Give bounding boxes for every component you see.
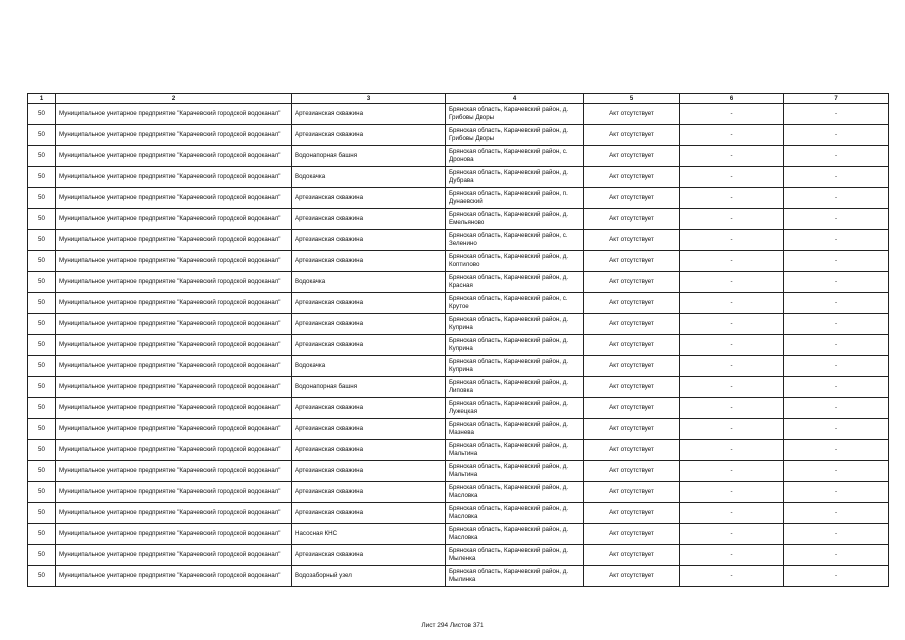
column-header-4: 4 [446, 94, 584, 104]
object-type-cell: Водонапорная башня [292, 377, 446, 398]
column-6-value-cell: - [680, 167, 784, 188]
act-status-cell: Акт отсутствует [584, 209, 680, 230]
column-7-value-cell: - [784, 545, 889, 566]
act-status-cell: Акт отсутствует [584, 356, 680, 377]
column-6-value-cell: - [680, 188, 784, 209]
organization-name-cell: Муниципальное унитарное предприятие "Карачевский городской водоканал" [56, 335, 292, 356]
row-number-cell: 50 [28, 251, 56, 272]
column-6-value-cell: - [680, 545, 784, 566]
act-status-cell: Акт отсутствует [584, 146, 680, 167]
act-status-cell: Акт отсутствует [584, 272, 680, 293]
organization-name-cell: Муниципальное унитарное предприятие "Карачевский городской водоканал" [56, 398, 292, 419]
column-6-value-cell: - [680, 440, 784, 461]
object-address-cell: Брянская область, Карачевский район, д. Куприна [446, 335, 584, 356]
row-number-cell: 50 [28, 440, 56, 461]
column-7-value-cell: - [784, 314, 889, 335]
row-number-cell: 50 [28, 398, 56, 419]
organization-name-cell: Муниципальное унитарное предприятие "Карачевский городской водоканал" [56, 146, 292, 167]
table-row [28, 440, 889, 461]
organization-name-cell: Муниципальное унитарное предприятие "Карачевский городской водоканал" [56, 377, 292, 398]
organization-name-cell: Муниципальное унитарное предприятие "Карачевский городской водоканал" [56, 419, 292, 440]
row-number-cell: 50 [28, 293, 56, 314]
row-number-cell: 50 [28, 461, 56, 482]
column-7-value-cell: - [784, 272, 889, 293]
row-number-cell: 50 [28, 104, 56, 125]
table-row [28, 314, 889, 335]
row-number-cell: 50 [28, 566, 56, 587]
act-status-cell: Акт отсутствует [584, 482, 680, 503]
column-header-3: 3 [292, 94, 446, 104]
column-7-value-cell: - [784, 146, 889, 167]
column-6-value-cell: - [680, 314, 784, 335]
act-status-cell: Акт отсутствует [584, 125, 680, 146]
table-row [28, 293, 889, 314]
object-type-cell: Артезианская скважина [292, 104, 446, 125]
act-status-cell: Акт отсутствует [584, 398, 680, 419]
table-row [28, 377, 889, 398]
object-type-cell: Артезианская скважина [292, 230, 446, 251]
organization-name-cell: Муниципальное унитарное предприятие "Карачевский городской водоканал" [56, 104, 292, 125]
column-6-value-cell: - [680, 377, 784, 398]
table-row [28, 167, 889, 188]
object-address-cell: Брянская область, Карачевский район, д. Красная [446, 272, 584, 293]
organization-name-cell: Муниципальное унитарное предприятие "Карачевский городской водоканал" [56, 482, 292, 503]
table-row [28, 335, 889, 356]
column-7-value-cell: - [784, 461, 889, 482]
table-row [28, 503, 889, 524]
row-number-cell: 50 [28, 125, 56, 146]
organization-name-cell: Муниципальное унитарное предприятие "Карачевский городской водоканал" [56, 440, 292, 461]
column-6-value-cell: - [680, 293, 784, 314]
object-address-cell: Брянская область, Карачевский район, д. Мальтина [446, 440, 584, 461]
row-number-cell: 50 [28, 545, 56, 566]
organization-name-cell: Муниципальное унитарное предприятие "Карачевский городской водоканал" [56, 188, 292, 209]
object-type-cell: Артезианская скважина [292, 503, 446, 524]
column-header-5: 5 [584, 94, 680, 104]
column-6-value-cell: - [680, 251, 784, 272]
table-row [28, 272, 889, 293]
column-6-value-cell: - [680, 146, 784, 167]
column-7-value-cell: - [784, 503, 889, 524]
organization-name-cell: Муниципальное унитарное предприятие "Карачевский городской водоканал" [56, 293, 292, 314]
row-number-cell: 50 [28, 482, 56, 503]
object-address-cell: Брянская область, Карачевский район, д. Масловка [446, 482, 584, 503]
organization-name-cell: Муниципальное унитарное предприятие "Карачевский городской водоканал" [56, 251, 292, 272]
object-address-cell: Брянская область, Карачевский район, д. Куприна [446, 356, 584, 377]
act-status-cell: Акт отсутствует [584, 566, 680, 587]
organization-name-cell: Муниципальное унитарное предприятие "Карачевский городской водоканал" [56, 125, 292, 146]
document-sheet [27, 93, 888, 587]
object-type-cell: Артезианская скважина [292, 482, 446, 503]
column-7-value-cell: - [784, 440, 889, 461]
row-number-cell: 50 [28, 503, 56, 524]
column-6-value-cell: - [680, 566, 784, 587]
object-address-cell: Брянская область, Карачевский район, д. Емельяново [446, 209, 584, 230]
column-7-value-cell: - [784, 482, 889, 503]
table-row [28, 398, 889, 419]
column-7-value-cell: - [784, 188, 889, 209]
column-7-value-cell: - [784, 566, 889, 587]
column-7-value-cell: - [784, 524, 889, 545]
column-7-value-cell: - [784, 125, 889, 146]
organization-name-cell: Муниципальное унитарное предприятие "Карачевский городской водоканал" [56, 209, 292, 230]
column-7-value-cell: - [784, 419, 889, 440]
table-row [28, 419, 889, 440]
object-type-cell: Артезианская скважина [292, 188, 446, 209]
organization-name-cell: Муниципальное унитарное предприятие "Карачевский городской водоканал" [56, 356, 292, 377]
row-number-cell: 50 [28, 314, 56, 335]
object-type-cell: Водокачка [292, 356, 446, 377]
table-row [28, 545, 889, 566]
object-type-cell: Артезианская скважина [292, 419, 446, 440]
column-7-value-cell: - [784, 398, 889, 419]
act-status-cell: Акт отсутствует [584, 230, 680, 251]
row-number-cell: 50 [28, 230, 56, 251]
object-type-cell: Артезианская скважина [292, 461, 446, 482]
organization-name-cell: Муниципальное унитарное предприятие "Карачевский городской водоканал" [56, 545, 292, 566]
column-6-value-cell: - [680, 482, 784, 503]
object-type-cell: Водозаборный узел [292, 566, 446, 587]
column-7-value-cell: - [784, 104, 889, 125]
object-address-cell: Брянская область, Карачевский район, д. Масловка [446, 524, 584, 545]
column-6-value-cell: - [680, 356, 784, 377]
table-row [28, 230, 889, 251]
row-number-cell: 50 [28, 377, 56, 398]
object-type-cell: Водокачка [292, 272, 446, 293]
column-header-7: 7 [784, 94, 889, 104]
object-address-cell: Брянская область, Карачевский район, с. Зеленино [446, 230, 584, 251]
object-address-cell: Брянская область, Карачевский район, п. Дунаевский [446, 188, 584, 209]
table-row [28, 524, 889, 545]
column-7-value-cell: - [784, 209, 889, 230]
column-6-value-cell: - [680, 272, 784, 293]
row-number-cell: 50 [28, 335, 56, 356]
column-6-value-cell: - [680, 104, 784, 125]
column-header-2: 2 [56, 94, 292, 104]
act-status-cell: Акт отсутствует [584, 167, 680, 188]
table-row [28, 209, 889, 230]
object-address-cell: Брянская область, Карачевский район, д. Мальтина [446, 461, 584, 482]
act-status-cell: Акт отсутствует [584, 440, 680, 461]
row-number-cell: 50 [28, 167, 56, 188]
object-type-cell: Артезианская скважина [292, 440, 446, 461]
act-status-cell: Акт отсутствует [584, 293, 680, 314]
object-type-cell: Артезианская скважина [292, 314, 446, 335]
object-address-cell: Брянская область, Карачевский район, д. Дубрава [446, 167, 584, 188]
act-status-cell: Акт отсутствует [584, 188, 680, 209]
table-row [28, 146, 889, 167]
object-type-cell: Насосная КНС [292, 524, 446, 545]
organization-name-cell: Муниципальное унитарное предприятие "Карачевский городской водоканал" [56, 566, 292, 587]
column-6-value-cell: - [680, 230, 784, 251]
column-6-value-cell: - [680, 335, 784, 356]
object-address-cell: Брянская область, Карачевский район, с. Крутое [446, 293, 584, 314]
sheet-number-footer: Лист 294 Листов 371 [421, 622, 484, 629]
table-row [28, 104, 889, 125]
act-status-cell: Акт отсутствует [584, 377, 680, 398]
row-number-cell: 50 [28, 209, 56, 230]
column-7-value-cell: - [784, 230, 889, 251]
table-body [28, 104, 889, 587]
act-status-cell: Акт отсутствует [584, 545, 680, 566]
column-6-value-cell: - [680, 398, 784, 419]
table-row [28, 566, 889, 587]
act-status-cell: Акт отсутствует [584, 104, 680, 125]
row-number-cell: 50 [28, 356, 56, 377]
object-type-cell: Артезианская скважина [292, 398, 446, 419]
column-header-6: 6 [680, 94, 784, 104]
header-row [28, 94, 889, 104]
act-status-cell: Акт отсутствует [584, 251, 680, 272]
table-row [28, 188, 889, 209]
table-row [28, 251, 889, 272]
column-6-value-cell: - [680, 125, 784, 146]
object-type-cell: Артезианская скважина [292, 335, 446, 356]
organization-name-cell: Муниципальное унитарное предприятие "Карачевский городской водоканал" [56, 314, 292, 335]
object-address-cell: Брянская область, Карачевский район, д. Липовка [446, 377, 584, 398]
column-7-value-cell: - [784, 293, 889, 314]
column-6-value-cell: - [680, 461, 784, 482]
column-6-value-cell: - [680, 209, 784, 230]
object-address-cell: Брянская область, Карачевский район, с. Дронова [446, 146, 584, 167]
object-address-cell: Брянская область, Карачевский район, д. Мазнева [446, 419, 584, 440]
row-number-cell: 50 [28, 524, 56, 545]
object-address-cell: Брянская область, Карачевский район, д. Мыленка [446, 545, 584, 566]
table-row [28, 125, 889, 146]
registry-table [27, 93, 889, 587]
object-type-cell: Водокачка [292, 167, 446, 188]
act-status-cell: Акт отсутствует [584, 314, 680, 335]
column-7-value-cell: - [784, 377, 889, 398]
object-address-cell: Брянская область, Карачевский район, д. Мылинка [446, 566, 584, 587]
row-number-cell: 50 [28, 419, 56, 440]
act-status-cell: Акт отсутствует [584, 524, 680, 545]
organization-name-cell: Муниципальное унитарное предприятие "Карачевский городской водоканал" [56, 461, 292, 482]
column-7-value-cell: - [784, 251, 889, 272]
row-number-cell: 50 [28, 188, 56, 209]
table-row [28, 356, 889, 377]
object-address-cell: Брянская область, Карачевский район, д. Куприна [446, 314, 584, 335]
row-number-cell: 50 [28, 146, 56, 167]
act-status-cell: Акт отсутствует [584, 335, 680, 356]
organization-name-cell: Муниципальное унитарное предприятие "Карачевский городской водоканал" [56, 272, 292, 293]
act-status-cell: Акт отсутствует [584, 419, 680, 440]
act-status-cell: Акт отсутствует [584, 461, 680, 482]
object-type-cell: Артезианская скважина [292, 209, 446, 230]
column-header-1: 1 [28, 94, 56, 104]
row-number-cell: 50 [28, 272, 56, 293]
object-type-cell: Артезианская скважина [292, 545, 446, 566]
object-type-cell: Артезианская скважина [292, 251, 446, 272]
column-7-value-cell: - [784, 167, 889, 188]
column-6-value-cell: - [680, 503, 784, 524]
object-type-cell: Водонапорная башня [292, 146, 446, 167]
column-7-value-cell: - [784, 356, 889, 377]
table-row [28, 482, 889, 503]
object-type-cell: Артезианская скважина [292, 293, 446, 314]
act-status-cell: Акт отсутствует [584, 503, 680, 524]
object-address-cell: Брянская область, Карачевский район, д. Масловка [446, 503, 584, 524]
column-6-value-cell: - [680, 419, 784, 440]
object-address-cell: Брянская область, Карачевский район, д. Грибовы Дворы [446, 125, 584, 146]
object-address-cell: Брянская область, Карачевский район, д. Грибовы Дворы [446, 104, 584, 125]
column-7-value-cell: - [784, 335, 889, 356]
object-type-cell: Артезианская скважина [292, 125, 446, 146]
organization-name-cell: Муниципальное унитарное предприятие "Карачевский городской водоканал" [56, 230, 292, 251]
organization-name-cell: Муниципальное унитарное предприятие "Карачевский городской водоканал" [56, 524, 292, 545]
table-row [28, 461, 889, 482]
object-address-cell: Брянская область, Карачевский район, д. Лужецкая [446, 398, 584, 419]
organization-name-cell: Муниципальное унитарное предприятие "Карачевский городской водоканал" [56, 503, 292, 524]
column-6-value-cell: - [680, 524, 784, 545]
object-address-cell: Брянская область, Карачевский район, д. Коптилово [446, 251, 584, 272]
organization-name-cell: Муниципальное унитарное предприятие "Карачевский городской водоканал" [56, 167, 292, 188]
